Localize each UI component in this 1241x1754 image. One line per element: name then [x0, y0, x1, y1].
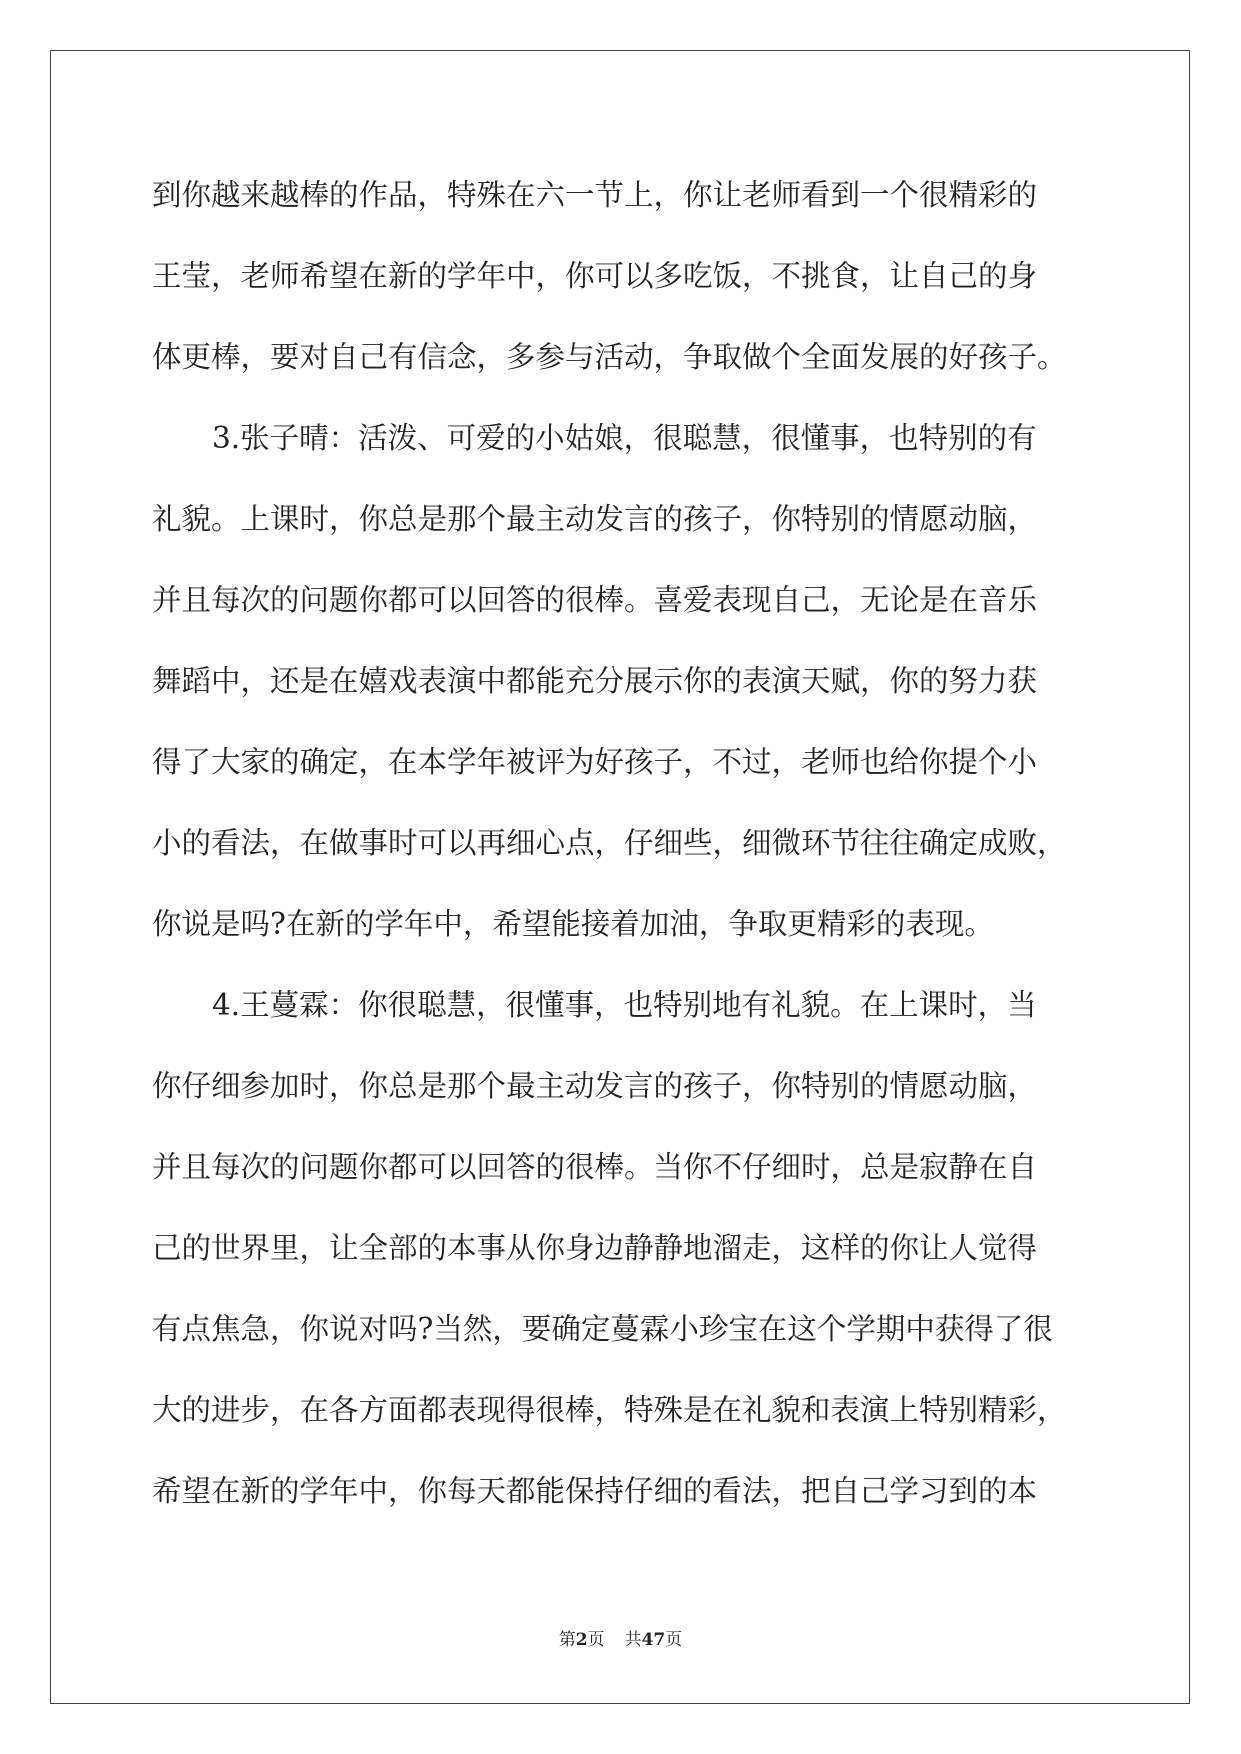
document-body — [152, 155, 1102, 1532]
total-prefix: 共 — [624, 1630, 642, 1650]
paragraph-start-line: 3.张子晴：活泼、可爱的小姑娘，很聪慧，很懂事，也特别的有 — [212, 421, 1037, 455]
page-suffix: 页 — [587, 1630, 605, 1650]
page-footer — [0, 1625, 1241, 1650]
page-prefix: 第 — [558, 1630, 576, 1650]
text-line: 小的看法，在做事时可以再细心点，仔细些，细微环节往往确定成败， — [152, 826, 1067, 860]
text-line: 你说是吗?在新的学年中，希望能接着加油，争取更精彩的表现。 — [152, 907, 994, 941]
text-line: 并且每次的问题你都可以回答的很棒。当你不仔细时，总是寂静在自 — [152, 1150, 1038, 1184]
text-line: 大的进步，在各方面都表现得很棒，特殊是在礼貌和表演上特别精彩， — [152, 1393, 1067, 1427]
text-line: 己的世界里，让全部的本事从你身边静静地溜走，这样的你让人觉得 — [152, 1231, 1038, 1265]
text-line: 礼貌。上课时，你总是那个最主动发言的孩子，你特别的情愿动脑， — [152, 502, 1038, 536]
text-line: 王莹，老师希望在新的学年中，你可以多吃饭，不挑食，让自己的身 — [152, 259, 1038, 293]
text-line: 希望在新的学年中，你每天都能保持仔细的看法，把自己学习到的本 — [152, 1474, 1038, 1508]
text-line: 到你越来越棒的作品，特殊在六一节上，你让老师看到一个很精彩的 — [152, 178, 1038, 212]
page-number: 2 — [575, 1630, 588, 1650]
text-line: 得了大家的确定，在本学年被评为好孩子，不过，老师也给你提个小 — [152, 745, 1038, 779]
text-line: 舞蹈中，还是在嬉戏表演中都能充分展示你的表演天赋，你的努力获 — [152, 664, 1038, 698]
text-line: 你仔细参加时，你总是那个最主动发言的孩子，你特别的情愿动脑， — [152, 1069, 1038, 1103]
text-line: 体更棒，要对自己有信念，多参与活动，争取做个全面发展的好孩子。 — [152, 340, 1067, 374]
text-line: 有点焦急，你说对吗?当然，要确定蔓霖小珍宝在这个学期中获得了很 — [152, 1312, 1053, 1346]
total-pages: 47 — [641, 1630, 666, 1650]
total-suffix: 页 — [665, 1630, 683, 1650]
text-line: 并且每次的问题你都可以回答的很棒。喜爱表现自己，无论是在音乐 — [152, 583, 1038, 617]
paragraph-start-line: 4.王蔓霖：你很聪慧，很懂事，也特别地有礼貌。在上课时，当 — [212, 988, 1037, 1022]
